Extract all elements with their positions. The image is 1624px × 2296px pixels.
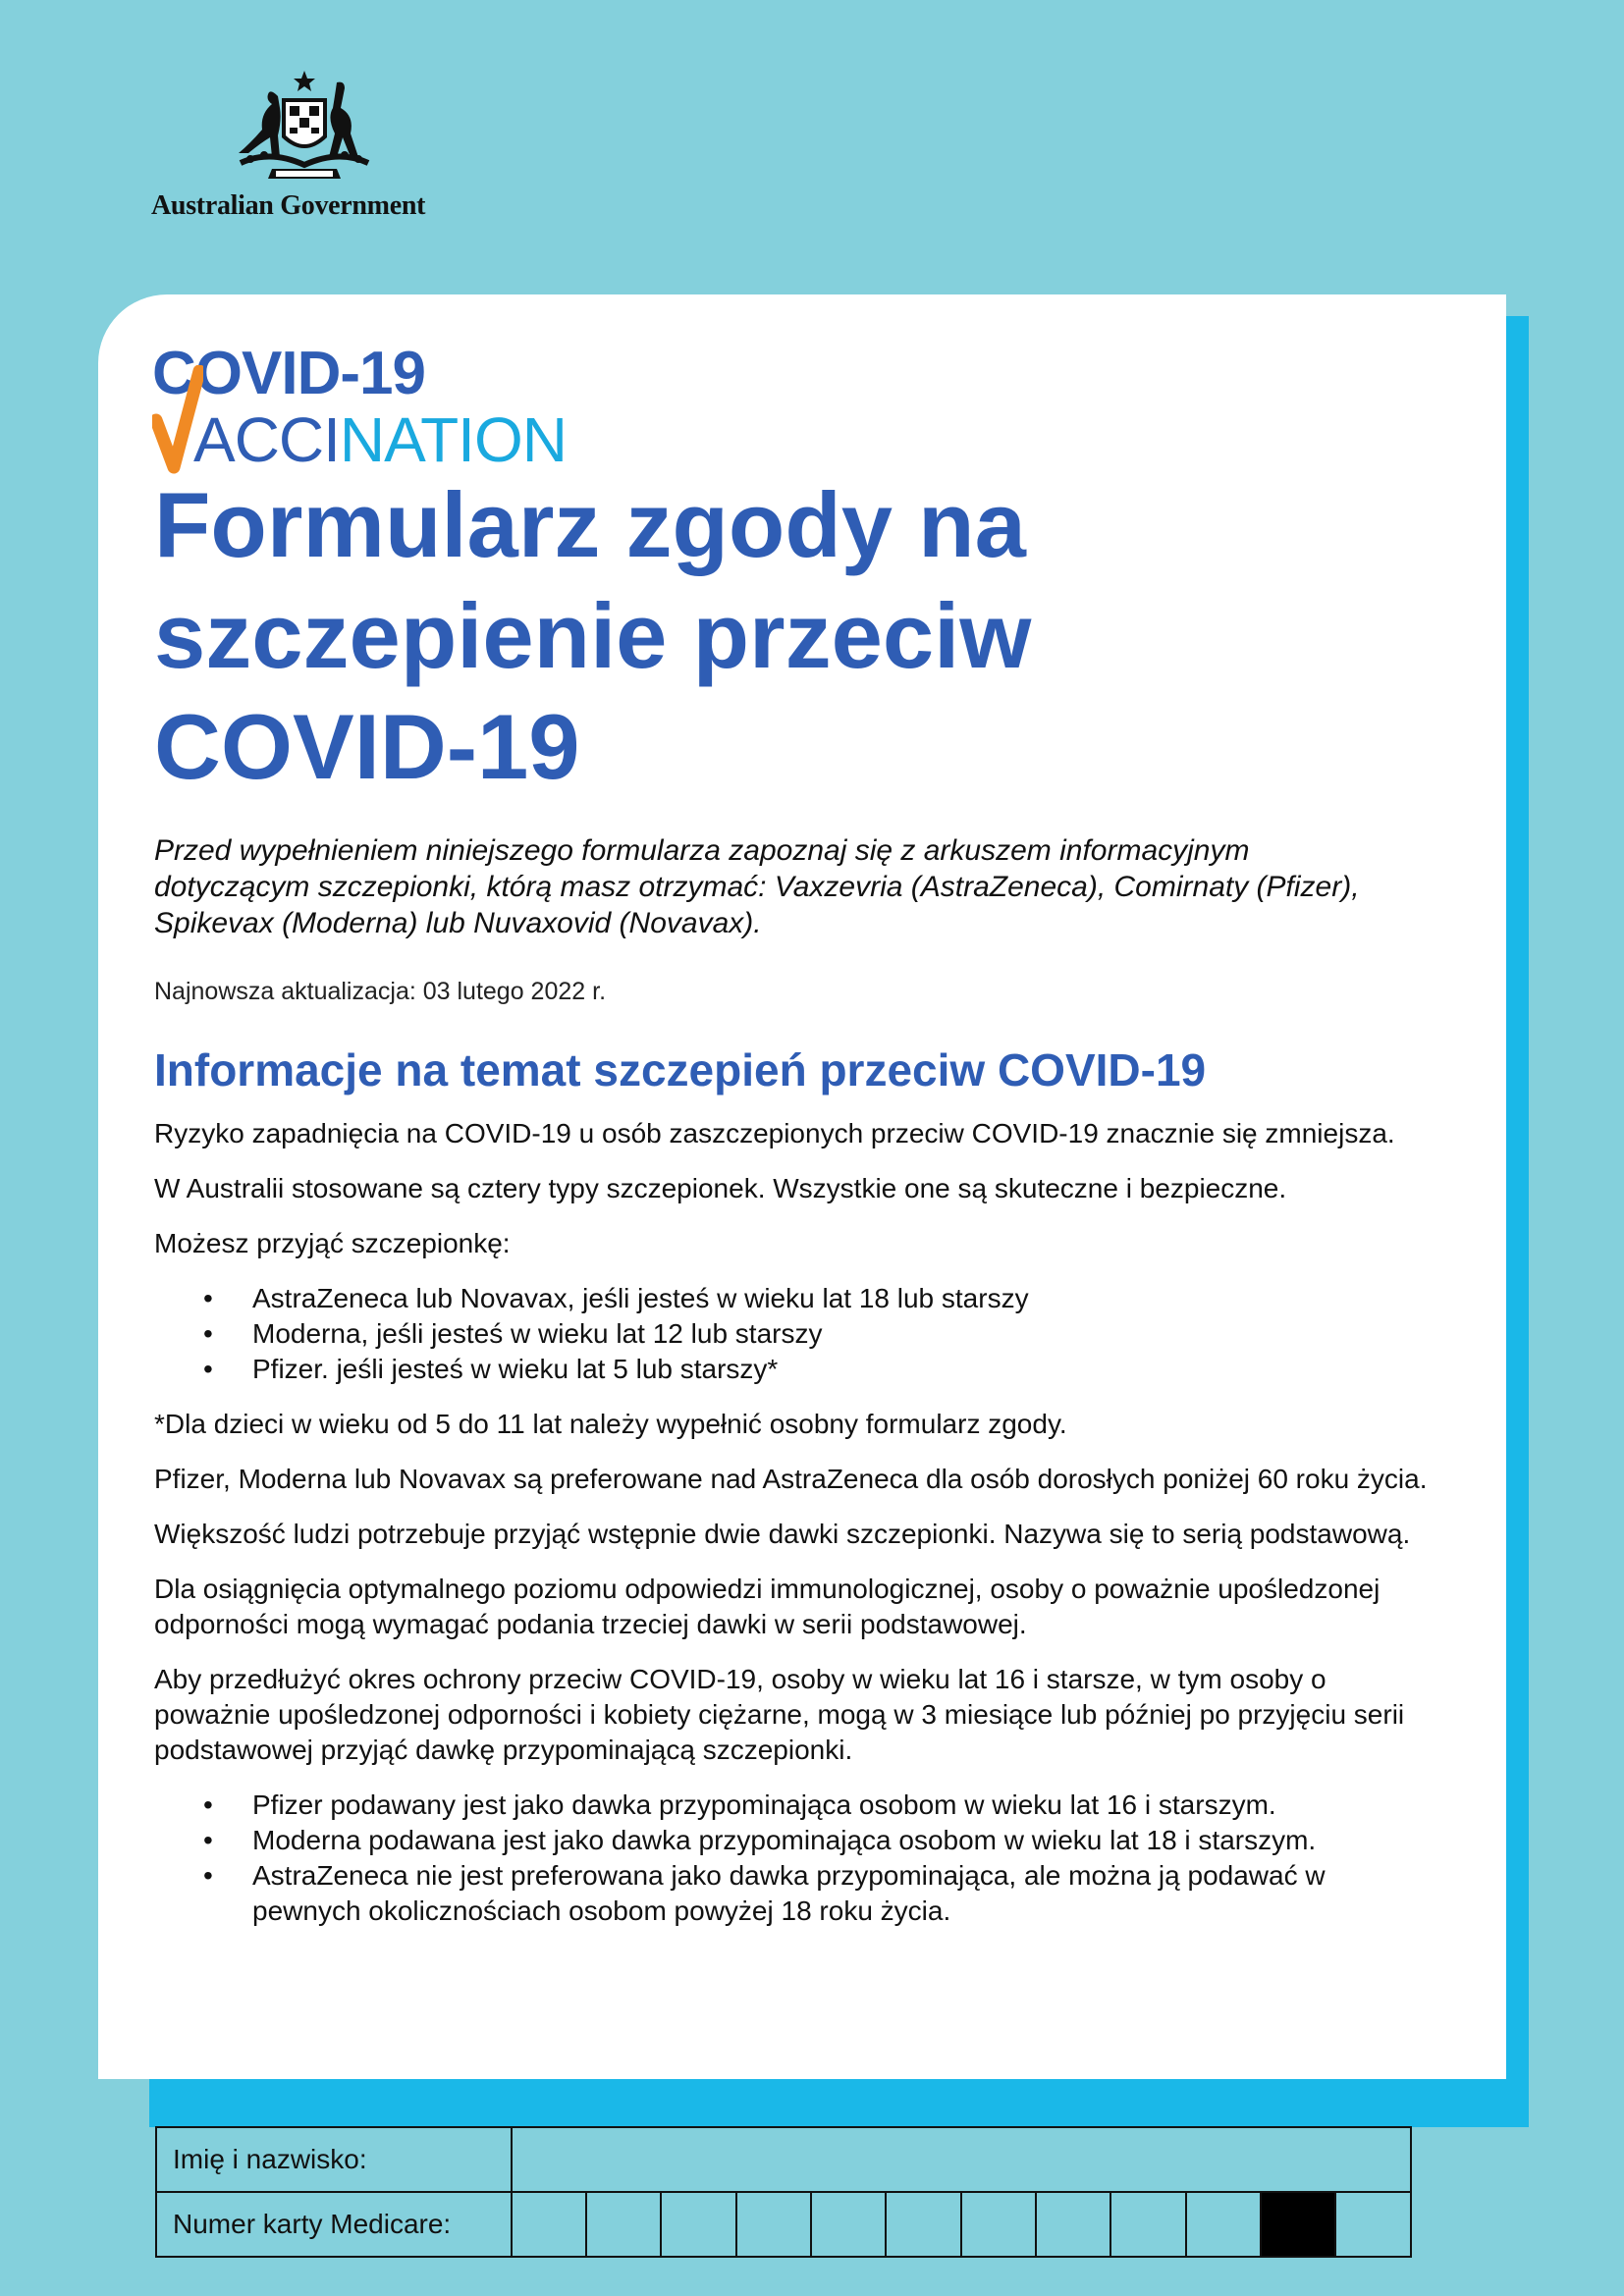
medicare-digit-box[interactable] [811,2192,886,2257]
name-label: Imię i nazwisko: [156,2127,512,2192]
paragraph: *Dla dzieci w wieku od 5 do 11 lat należy wypełnić osobny formularz zgody. [154,1409,1067,1439]
section-heading: Informacje na temat szczepień przeciw COVID-19 [154,1044,1207,1095]
medicare-digit-box[interactable] [1186,2192,1261,2257]
list-item: • Pfizer podawany jest jako dawka przypominająca osobom w wieku lat 16 i starszym. [154,1788,1431,1823]
intro-text: Przed wypełnieniem niniejszego formularza zapoznaj się z arkuszem informacyjnym dotyczącym szczepionki, którą masz otrzymać: Vaxzevria (AstraZeneca), Comirnaty (Pfizer), Spikevax (Moderna) lub Nuvaxovid (Novavax). [154,834,1360,939]
brand-line-vaccination [152,404,567,475]
medicare-digit-box[interactable] [736,2192,811,2257]
medicare-digit-box[interactable] [512,2192,586,2257]
patient-details-form [155,2126,1412,2258]
medicare-digit-box[interactable] [886,2192,960,2257]
medicare-digit-box[interactable] [586,2192,661,2257]
list-item: • AstraZeneca lub Novavax, jeśli jesteś w wieku lat 18 lub starszy [154,1281,1431,1316]
bullet-icon: • [203,1825,213,1855]
government-name: Australian Government [151,190,426,221]
medicare-digit-box[interactable] [961,2192,1036,2257]
last-updated: Najnowsza aktualizacja: 03 lutego 2022 r. [154,978,607,1005]
list-item: • Pfizer. jeśli jesteś w wieku lat 5 lub starszy* [154,1352,1431,1387]
paragraph: W Australii stosowane są cztery typy szczepionek. Wszystkie one są skuteczne i bezpieczne. [154,1173,1287,1203]
paragraph: Dla osiągnięcia optymalnego poziomu odpowiedzi immunologicznej, osoby o poważnie upośledzonej odporności mogą wymagać podania trzeciej dawki w serii podstawowej. [154,1574,1380,1639]
commonwealth-coat-of-arms-icon [221,69,388,187]
paragraph: Aby przedłużyć okres ochrony przeciw COVID-19, osoby w wieku lat 16 i starsze, w tym osoby o poważnie upośledzonej odporności i kobiety ciężarne, mogą w 3 miesiące lub później po przyjęciu serii podstawowej przyjąć dawkę przypominającą szczepionki. [154,1664,1405,1765]
paragraph: Ryzyko zapadnięcia na COVID-19 u osób zaszczepionych przeciw COVID-19 znacznie się zmniejsza. [154,1118,1395,1148]
brand-nation: NATION [339,404,567,475]
booster-list [154,1788,1431,1929]
section-body [154,1116,1431,1949]
bullet-icon: • [203,1789,213,1820]
brand-line-covid: COVID-19 [152,340,425,407]
list-item: • AstraZeneca nie jest preferowana jako dawka przypominająca, ale można ją podawać w pewnych okolicznościach osobom powyżej 18 roku życia. [203,1860,1326,1926]
covid-vaccination-brand [152,340,567,475]
check-mark-icon [152,365,203,475]
government-logo [147,69,461,222]
medicare-digit-box-blocked [1261,2192,1335,2257]
bullet-icon: • [203,1354,213,1384]
brand-acci: ACCI [193,404,340,475]
medicare-digit-box[interactable] [661,2192,735,2257]
vaccine-age-list [154,1281,1431,1387]
list-item: • Moderna podawana jest jako dawka przypominająca osobom w wieku lat 18 i starszym. [154,1823,1431,1858]
medicare-row [156,2192,1411,2257]
paragraph: Możesz przyjąć szczepionkę: [154,1228,511,1258]
paragraph: Większość ludzi potrzebuje przyjąć wstępnie dwie dawki szczepionki. Nazywa się to serią podstawową. [154,1519,1411,1549]
medicare-digit-box[interactable] [1036,2192,1110,2257]
name-row [156,2127,1411,2192]
paragraph: Pfizer, Moderna lub Novavax są preferowane nad AstraZeneca dla osób dorosłych poniżej 60 roku życia. [154,1464,1428,1494]
bullet-icon: • [203,1860,213,1891]
medicare-label: Numer karty Medicare: [156,2192,512,2257]
bullet-icon: • [203,1318,213,1349]
list-item: • Moderna, jeśli jesteś w wieku lat 12 lub starszy [154,1316,1431,1352]
bullet-icon: • [203,1283,213,1313]
medicare-digit-box[interactable] [1110,2192,1185,2257]
medicare-digit-box[interactable] [1335,2192,1411,2257]
name-field[interactable] [512,2127,1411,2192]
page-title: Formularz zgody na szczepienie przeciw COVID-19 [154,473,1032,798]
